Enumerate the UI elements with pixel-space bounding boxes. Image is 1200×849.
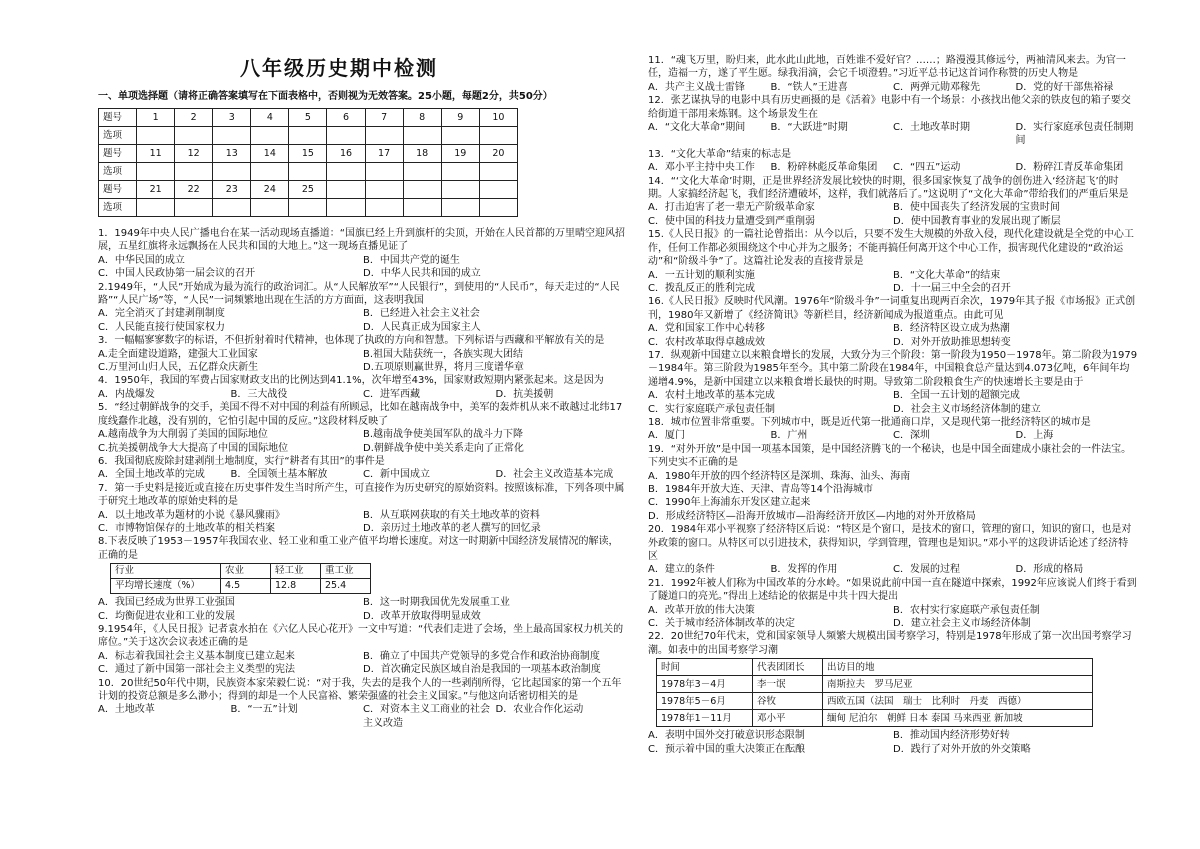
option-choice: D.朝鲜战争使中美关系走向了正常化 (363, 442, 524, 454)
answer-input-cell[interactable] (365, 163, 403, 181)
option-choice: A．我国已经成为世界工业强国 (98, 597, 235, 609)
table-cell: 谷牧 (753, 693, 823, 710)
option-choice: B．全国一五计划的超额完成 (893, 390, 1020, 402)
question-options (648, 429, 1138, 442)
option-choice: D．十一届三中全会的召开 (893, 282, 1011, 294)
question-data-table (656, 658, 1093, 727)
answer-input-cell[interactable] (403, 199, 441, 217)
option-choice: B．“大跃进”时期 (770, 122, 848, 134)
question-item (98, 401, 628, 455)
question-options (648, 201, 1138, 228)
answer-number-cell (403, 181, 441, 199)
question-stem: 7．第一手史料是接近或直接在历史事件发生当时所产生，可直接作为历史研究的原始资料。按照该标准，下列各项中属于研究土地改革的原始史料的是 (98, 482, 625, 508)
table-cell: 平均增长速度（%） (111, 579, 221, 594)
question-item (648, 228, 1138, 295)
option-choice: D．党的好干部焦裕禄 (1015, 81, 1114, 93)
question-item (98, 535, 628, 623)
answer-number-cell: 23 (213, 181, 251, 199)
option-choice: D．对外开放助推思想转变 (893, 336, 1011, 348)
question-stem: 9.1954年，《人民日报》记者袁水拍在《六亿人民心花开》一文中写道：“代表们走进了会场，坐上最高国家权力机关的席位。”关于这次会议表述正确的是 (98, 623, 624, 649)
question-item (98, 281, 628, 335)
answer-number-cell: 5 (289, 109, 327, 127)
answer-input-cell[interactable] (441, 163, 479, 181)
question-options (648, 161, 1138, 174)
question-options (98, 650, 628, 677)
answer-input-cell[interactable] (289, 199, 327, 217)
question-stem: 16.《人民日报》反映时代风潮。1976年“阶级斗争”一词重复出现两百余次，1979年其子报《市场报》正式创刊，1980年又新增了《经济简讯》等新栏目，经济新闻成为报道重点。由此可见 (648, 296, 1136, 321)
option-choice: D．形成经济特区—沿海开放城市—沿海经济开放区—内地的对外开放格局 (648, 510, 976, 522)
question-data-table (110, 563, 371, 594)
option-choice: B．中国共产党的诞生 (363, 254, 460, 266)
question-stem: 1．1949年中央人民广播电台在某一活动现场直播道：“国旗已经上升到旗杆的尖顶，开始在人民首都的万里晴空迎风招展，五星红旗将永远飘扬在人民共和国的大地上。”这一现场直播见证了 (98, 228, 625, 253)
option-choice: C．人民能直接行使国家权力 (98, 321, 225, 333)
answer-row-label: 题号 (99, 181, 137, 199)
table-cell: 25.4 (321, 579, 371, 594)
answer-choice-row (99, 199, 518, 217)
option-choice: A．“文化大革命”期间 (648, 122, 746, 134)
answer-table (98, 108, 518, 217)
option-choice: B．1984年开放大连、天津、青岛等14个沿海城市 (648, 484, 874, 495)
answer-row-label: 选项 (99, 199, 137, 217)
option-choice: C．拨乱反正的胜利完成 (648, 282, 755, 294)
question-stem: 12．张艺谋执导的电影中具有历史画摄的是《活着》电影中有一个场景：小孩找出他父亲的铁皮包的箱子要交给街道干部用来炼钢。这个场景发生在 (648, 95, 1131, 120)
question-options (648, 389, 1138, 416)
table-row (111, 579, 371, 594)
option-choice: A．以土地改革为题材的小说《暴风骤雨》 (98, 509, 285, 521)
answer-number-cell: 11 (137, 145, 175, 163)
option-choice: A．打击迫害了老一辈无产阶级革命家 (648, 202, 815, 214)
answer-input-cell[interactable] (327, 199, 365, 217)
question-item (98, 677, 628, 731)
question-stem: 2.1949年，“人民”开始成为最为流行的政治词汇。从“人民解放军”“人民银行”，到使用的“人民币”，每天走过的“人民路”“人民广场”等，“人民”一词频繁地出现在生活的方方面面，这表明我国 (98, 281, 620, 307)
answer-input-cell[interactable] (403, 163, 441, 181)
option-choice: D．社会主义市场经济体制的建立 (893, 403, 1041, 415)
table-cell: 西欧五国（法国 瑞士 比利时 丹麦 西德） (823, 693, 1093, 710)
question-options (98, 703, 628, 730)
answer-input-cell[interactable] (251, 163, 289, 181)
question-stem: 14．“‘文化大革命’时期，正是世界经济发展比较快的时期，很多国家恢复了战争的创伤进入‘经济起飞’的时期。人家搞经济起飞，我们经济遭破坏，这样，我们就落后了。”这说明了“文化大革命”带给我们的严重后果是 (648, 175, 1129, 201)
question-item (648, 175, 1138, 229)
section-heading: 一、单项选择题（请将正确答案填写在下面表格中，否则视为无效答案。25小题，每题2分，共50分） (98, 91, 553, 102)
option-choice: A．表明中国外交打破意识形态限制 (648, 730, 805, 742)
option-choice: B．“一五”计划 (230, 704, 298, 716)
table-cell: 1978年3－4月 (657, 676, 753, 693)
answer-input-cell[interactable] (479, 199, 517, 217)
answer-input-cell[interactable] (213, 163, 251, 181)
option-choice: C．进军西藏 (363, 388, 420, 400)
option-choice: A．一五计划的顺利实施 (648, 269, 755, 281)
option-choice: C．预示着中国的重大决策正在酝酿 (648, 743, 805, 755)
table-row (657, 676, 1093, 693)
option-choice: C．两弹元勋邓稼先 (893, 81, 980, 93)
question-stem: 20．1984年邓小平视察了经济特区后说：“特区是个窗口，是技术的窗口，管理的窗口，知识的窗口，也是对外政策的窗口。从特区可以引进技术，获得知识，学到管理，管理也是知识。”邓小平的这段讲话论述了经济特区 (648, 524, 1132, 563)
answer-number-cell: 10 (479, 109, 517, 127)
option-choice: A.走全面建设道路，建强大工业国家 (98, 348, 258, 360)
answer-input-cell[interactable] (479, 127, 517, 145)
answer-number-cell: 7 (365, 109, 403, 127)
option-choice: D．社会主义改造基本完成 (495, 469, 614, 481)
option-choice: C．农村改革取得卓越成效 (648, 336, 765, 348)
option-choice: D．农业合作化运动 (495, 704, 584, 716)
option-choice: B．从互联网获取的有关土地改革的资料 (363, 509, 540, 521)
option-choice: D．改革开放取得明显成效 (363, 610, 481, 622)
answer-input-cell[interactable] (137, 163, 175, 181)
answer-number-cell (441, 181, 479, 199)
option-choice: D．上海 (1015, 430, 1054, 442)
option-choice: B．确立了中国共产党领导的多党合作和政治协商制度 (363, 650, 600, 662)
answer-input-cell[interactable] (175, 163, 213, 181)
table-cell: 南斯拉夫 罗马尼亚 (823, 676, 1093, 693)
answer-input-cell[interactable] (213, 199, 251, 217)
question-options (648, 269, 1138, 296)
option-choice: B．三大战役 (230, 388, 288, 400)
answer-number-row (99, 145, 518, 163)
question-item (98, 227, 628, 281)
answer-number-cell: 22 (175, 181, 213, 199)
question-item (648, 443, 1138, 523)
question-item (98, 334, 628, 374)
answer-input-cell[interactable] (441, 199, 479, 217)
question-item (648, 148, 1138, 175)
table-header-row (657, 659, 1093, 676)
answer-row-label: 题号 (99, 145, 137, 163)
answer-number-cell (479, 181, 517, 199)
answer-number-row (99, 181, 518, 199)
question-item (98, 623, 628, 677)
answer-input-cell[interactable] (327, 127, 365, 145)
option-choice: D．人民真正成为国家主人 (363, 321, 481, 333)
answer-row-label: 题号 (99, 109, 137, 127)
question-options (648, 121, 1138, 148)
question-options (98, 596, 628, 623)
answer-number-cell: 4 (251, 109, 289, 127)
question-options (648, 322, 1138, 349)
table-header-cell: 代表团团长 (753, 659, 823, 676)
option-choice: A．农村土地改革的基本完成 (648, 390, 775, 402)
question-stem: 19．“对外开放”是中国一项基本国策，是中国经济腾飞的一个秘诀，也是中国全面建成小康社会的一件法宝。下列史实不正确的是 (648, 443, 1132, 469)
question-item (98, 482, 628, 536)
answer-input-cell[interactable] (365, 127, 403, 145)
option-choice: C．新中国成立 (363, 469, 430, 481)
answer-number-cell: 6 (327, 109, 365, 127)
option-choice: B．“铁人”王进喜 (770, 81, 848, 93)
option-choice: A．土地改革 (98, 704, 155, 716)
answer-input-cell[interactable] (251, 127, 289, 145)
option-choice: C．中国人民政协第一届会议的召开 (98, 268, 255, 280)
table-header-cell: 时间 (657, 659, 753, 676)
option-choice: C.抗美援朝战争大大提高了中国的国际地位 (98, 442, 289, 454)
question-item (648, 54, 1138, 94)
option-choice: A．建立的条件 (648, 564, 715, 576)
right-column (648, 54, 1138, 756)
option-choice: C．通过了新中国第一部社会主义类型的宪法 (98, 664, 295, 676)
question-stem: 10．20世纪50年代中期，民族资本家荣毅仁说：“对于我，失去的是我个人的一些剥削所得，它比起国家的第一个五年计划的投资总额是多么渺小；得到的却是一个人民富裕、繁荣强盛的社会主义国家。”与他这向话密切相关的是 (98, 677, 622, 702)
option-choice: D．亲历过土地改革的老人撰写的回忆录 (363, 522, 541, 534)
option-choice: B．广州 (770, 430, 808, 442)
question-options (98, 428, 628, 455)
table-cell: 12.8 (271, 579, 321, 594)
left-question-list (98, 227, 628, 730)
option-choice: D．实行家庭承包责任制期间 (1015, 122, 1134, 147)
question-stem: 15.《人民日报》的一篇社论曾指出：从今以后，只要不发生大规模的外敌入侵，现代化建设就是全党的中心工作，任何工作都必须围绕这个中心并为之服务；不能再搞任何离开这个中心工作，损害现代化建设的“政治运动”和“阶级斗争”了。这篇社论发表的直接背景是 (648, 229, 1134, 268)
question-options (98, 307, 628, 334)
question-options (98, 254, 628, 281)
answer-choice-row (99, 163, 518, 181)
table-row (657, 693, 1093, 710)
question-item (648, 577, 1138, 631)
option-choice: B．全国领土基本解放 (230, 469, 328, 481)
answer-input-cell[interactable] (327, 163, 365, 181)
option-choice: A．完全消灭了封建剥削制度 (98, 308, 225, 320)
answer-number-cell: 18 (403, 145, 441, 163)
question-stem: 17．纵观新中国建立以来粮食增长的发展，大致分为三个阶段：第一阶段为1950－1978年。第二阶段为1979－1984年。第三阶段为1985年至今。其中第二阶段在1984年，中国粮食总产量达到4.073亿吨，6年间年均递增4.9%，是新中国建立以来粮食增长最快的时期。导致第二阶段粮食生产的快速增长主要是由于 (648, 349, 1138, 388)
option-choice: B．“文化大革命”的结束 (893, 269, 1001, 281)
question-item (98, 374, 628, 401)
answer-number-cell: 19 (441, 145, 479, 163)
option-choice: C．实行家庭联产承包责任制 (648, 403, 775, 415)
answer-input-cell[interactable] (213, 127, 251, 145)
left-column (98, 54, 628, 730)
answer-input-cell[interactable] (289, 163, 327, 181)
option-choice: D.五项原则赢世界，将月三度谱华章 (363, 362, 524, 374)
question-item (648, 416, 1138, 443)
option-choice: C．关于城市经济体制改革的决定 (648, 618, 795, 630)
question-item (98, 455, 628, 482)
question-options (98, 388, 628, 401)
question-options (648, 563, 1138, 576)
answer-number-cell: 16 (327, 145, 365, 163)
answer-number-cell: 3 (213, 109, 251, 127)
question-options (98, 348, 628, 375)
answer-number-cell: 14 (251, 145, 289, 163)
option-choice: B．推动国内经济形势好转 (893, 730, 1010, 742)
question-stem: 5．“经过朝鲜战争的交手，美国不得不对中国的利益有所顾忌，比如在越南战争中，美军的轰炸机从来不敢越过北纬17度线蠢作北越，没有别的，它怕引起中国的反应。”这段材料反映了 (98, 402, 623, 427)
table-cell: 李一氓 (753, 676, 823, 693)
option-choice: B．粉碎林彪反革命集团 (770, 162, 878, 174)
option-choice: D．中华人民共和国的成立 (363, 268, 481, 280)
option-choice: B.祖国大陆获统一，各族实现大团结 (363, 348, 524, 360)
option-choice: C．使中国的科技力量遭受到严重削弱 (648, 215, 815, 227)
table-cell: 1978年1－11月 (657, 710, 753, 727)
option-choice: A．邓小平主持中央工作 (648, 162, 755, 174)
table-cell: 1978年5－6月 (657, 693, 753, 710)
question-stem: 8.下表反映了1953－1957年我国农业、轻工业和重工业产值平均增长速度。对这一时期新中国经济发展情况的解读，正确的是 (98, 536, 619, 561)
option-choice: B.越南战争使美国军队的战斗力下降 (363, 429, 524, 441)
option-choice: C．“四五”运动 (893, 162, 961, 174)
right-question-list (648, 54, 1138, 756)
question-stem: 18．城市位置非常重要。下列城市中，既是近代第一批通商口岸，又是现代第一批经济特区的城市是 (648, 416, 1091, 428)
answer-row-label: 选项 (99, 163, 137, 181)
option-choice: C．1990年上海浦东开发区建立起来 (648, 497, 811, 509)
option-choice: A．标志着我国社会主义基本制度已建立起来 (98, 650, 295, 662)
answer-input-cell[interactable] (137, 127, 175, 145)
option-choice: A．内战爆发 (98, 388, 155, 400)
table-header-cell: 重工业 (321, 564, 371, 579)
answer-input-cell[interactable] (251, 199, 289, 217)
answer-input-cell[interactable] (289, 127, 327, 145)
question-stem: 13．“文化大革命”结束的标志是 (648, 148, 792, 160)
answer-number-cell: 21 (137, 181, 175, 199)
answer-number-row (99, 109, 518, 127)
option-choice: C．深圳 (893, 430, 930, 442)
option-choice: A．1980年开放的四个经济特区是深圳、珠海、汕头、海南 (648, 470, 911, 482)
option-choice: C．市博物馆保存的土地改革的相关档案 (98, 522, 275, 534)
answer-number-cell: 25 (289, 181, 327, 199)
answer-choice-row (99, 127, 518, 145)
question-stem: 6．我国彻底废除封建剥削土地制度，实行“耕者有其田”的事件是 (98, 455, 385, 467)
table-header-cell: 农业 (221, 564, 271, 579)
table-row (657, 710, 1093, 727)
question-options (648, 604, 1138, 631)
answer-number-cell (365, 181, 403, 199)
option-choice: D．抗美援朝 (495, 388, 554, 400)
option-choice: A．中华民国的成立 (98, 254, 185, 266)
answer-row-label: 选项 (99, 127, 137, 145)
option-choice: C．土地改革时期 (893, 122, 970, 134)
answer-number-cell: 1 (137, 109, 175, 127)
answer-input-cell[interactable] (137, 199, 175, 217)
table-header-cell: 出访目的地 (823, 659, 1093, 676)
option-choice: B．发挥的作用 (770, 564, 838, 576)
option-choice: A.越南战争为大削弱了美国的国际地位 (98, 429, 268, 441)
table-cell: 4.5 (221, 579, 271, 594)
answer-number-cell: 12 (175, 145, 213, 163)
option-choice: D．首次确定民族区域自治是我国的一项基本政治制度 (363, 664, 601, 676)
option-choice: A．改革开放的伟大决策 (648, 604, 755, 616)
answer-input-cell[interactable] (441, 127, 479, 145)
answer-input-cell[interactable] (175, 199, 213, 217)
answer-input-cell[interactable] (175, 127, 213, 145)
option-choice: B．已经进入社会主义社会 (363, 308, 480, 320)
question-options (648, 470, 1138, 524)
question-item (648, 295, 1138, 349)
question-item (648, 94, 1138, 148)
option-choice: C.万里河山归人民，五亿群众庆新生 (98, 362, 259, 374)
question-stem: 21．1992年被人们称为中国改革的分水岭。“如果说此前中国一直在隧道中探索，1992年应该说人们终于看到了隧道口的亮光。”得出上述结论的依据是中共十四大提出 (648, 577, 1137, 603)
option-choice: B．这一时期我国优先发展重工业 (363, 597, 510, 609)
option-choice: A．共产主义战士雷锋 (648, 81, 745, 93)
answer-number-cell: 8 (403, 109, 441, 127)
option-choice: D．使中国教育事业的发展出现了断层 (893, 215, 1061, 227)
option-choice: B．经济特区设立成为热潮 (893, 323, 1010, 335)
option-choice: B．农村实行家庭联产承包责任制 (893, 604, 1040, 616)
question-options (648, 729, 1138, 756)
table-cell: 邓小平 (753, 710, 823, 727)
option-choice: A．全国土地改革的完成 (98, 469, 205, 481)
answer-number-cell: 15 (289, 145, 327, 163)
answer-number-cell: 2 (175, 109, 213, 127)
answer-number-cell: 17 (365, 145, 403, 163)
table-cell: 缅甸 尼泊尔 朝鲜 日本 泰国 马来西亚 新加坡 (823, 710, 1093, 727)
option-choice: B．使中国丧失了经济发展的宝贵时间 (893, 202, 1060, 214)
question-stem: 3．一幅幅寥寥数字的标语，不但折射着时代精神，也体现了执政的方向和智慧。下列标语与西藏和平解放有关的是 (98, 335, 605, 347)
answer-number-cell: 20 (479, 145, 517, 163)
table-header-cell: 行业 (111, 564, 221, 579)
option-choice: D．形成的格局 (1015, 564, 1084, 576)
answer-number-cell: 13 (213, 145, 251, 163)
question-options (98, 509, 628, 536)
question-stem: 11．“魂飞万里，盼归来，此水此山此地，百姓谁不爱好官？……；路漫漫其修远兮，两袖清风来去。为官一任，造福一方，遂了平生愿。绿我涓滴，会它千顷澄碧。”习近平总书记这首词作称赞的历史人物是 (648, 55, 1126, 80)
question-stem: 22．20世纪70年代末，党和国家领导人频繁大规模出国考察学习，特别是1978年形成了第一次出国考察学习潮。如表中的出国考察学习潮 (648, 631, 1132, 656)
option-choice: D．建立社会主义市场经济体制 (893, 618, 1031, 630)
option-choice: D．粉碎江青反革命集团 (1015, 162, 1124, 174)
table-header-row (111, 564, 371, 579)
answer-input-cell[interactable] (403, 127, 441, 145)
question-options (648, 81, 1138, 94)
question-item (648, 523, 1138, 577)
question-stem: 4．1950年，我国的军费占国家财政支出的比例达到41.1%，次年增至43%，国家财政短期内紧张起来。这是因为 (98, 375, 604, 387)
exam-title: 八年级历史期中检测 (240, 56, 438, 80)
option-choice: C．发展的过程 (893, 564, 960, 576)
answer-input-cell[interactable] (365, 199, 403, 217)
question-item (648, 630, 1138, 756)
table-header-cell: 轻工业 (271, 564, 321, 579)
option-choice: A．厦门 (648, 430, 685, 442)
answer-number-cell: 24 (251, 181, 289, 199)
option-choice: D．践行了对外开放的外交策略 (893, 743, 1031, 755)
option-choice: C．对资本主义工商业的社会主义改造 (363, 704, 490, 729)
option-choice: A．党和国家工作中心转移 (648, 323, 765, 335)
answer-input-cell[interactable] (479, 163, 517, 181)
answer-number-cell: 9 (441, 109, 479, 127)
answer-number-cell (327, 181, 365, 199)
option-choice: C．均衡促进农业和工业的发展 (98, 610, 235, 622)
question-item (648, 349, 1138, 416)
question-options (98, 468, 628, 481)
